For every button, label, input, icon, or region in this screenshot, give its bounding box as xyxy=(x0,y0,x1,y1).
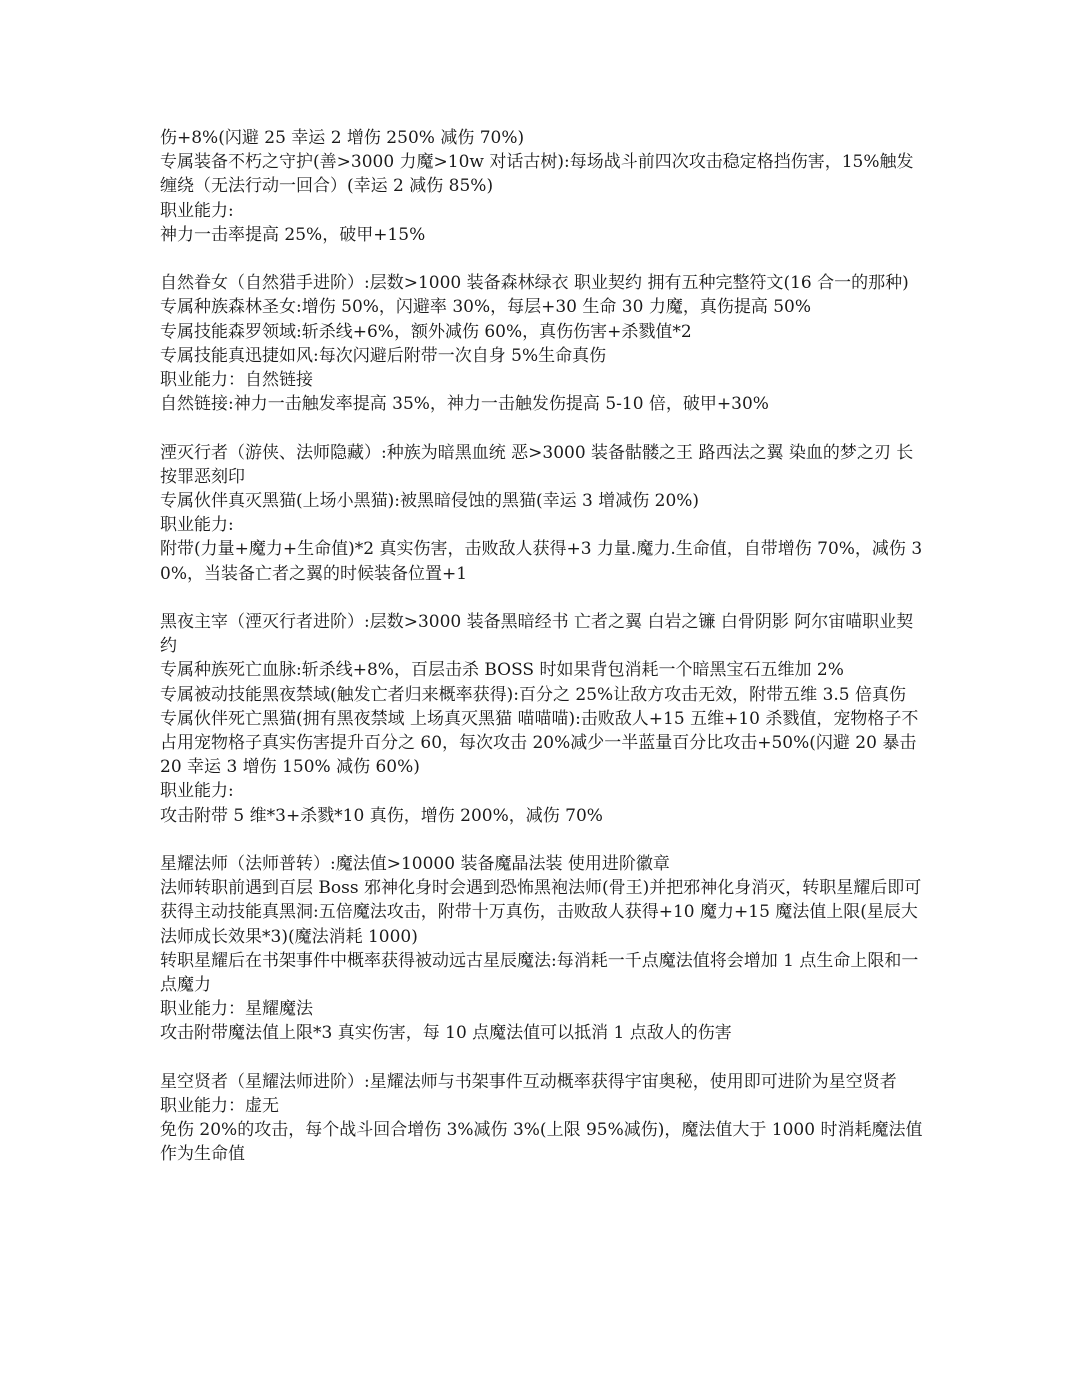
text-line: 自然眷女（自然猎手进阶）:层数>1000 装备森林绿衣 职业契约 拥有五种完整符文(16 合一的那种) xyxy=(160,273,909,294)
text-line: 星空贤者（星耀法师进阶）:星耀法师与书架事件互动概率获得宇宙奥秘，使用即可进阶为星空贤者 xyxy=(160,1071,897,1092)
text-line: 自然链接:神力一击触发率提高 35%，神力一击触发伤提高 5-10 倍，破甲+30% xyxy=(160,394,769,415)
text-line: 附带(力量+魔力+生命值)*2 真实伤害，击败敌人获得+3 力量.魔力.生命值，自带增伤 70%，减伤 30%，当装备亡者之翼的时候装备位置+1 xyxy=(160,539,923,584)
text-line: 神力一击率提高 25%，破甲+15% xyxy=(160,224,426,245)
text-section xyxy=(160,441,930,586)
text-line: 星耀法师（法师普转）:魔法值>10000 装备魔晶法装 使用进阶徽章 xyxy=(160,854,670,875)
text-line: 攻击附带魔法值上限*3 真实伤害，每 10 点魔法值可以抵消 1 点敌人的伤害 xyxy=(160,1023,732,1044)
text-line: 黑夜主宰（湮灭行者进阶）:层数>3000 装备黑暗经书 亡者之翼 白岩之镰 白骨阴影 阿尔宙喵职业契约 xyxy=(160,612,914,657)
text-line: 专属伙伴死亡黑猫(拥有黑夜禁域 上场真灭黑猫 喵喵喵):击败敌人+15 五维+10 杀戮值，宠物格子不占用宠物格子真实伤害提升百分之 60，每次攻击 20%减少一半蓝量百分比攻击+50%(闪避 20 暴击 20 幸运 3 增伤 150% 减伤 60%) xyxy=(160,708,922,778)
text-section xyxy=(160,852,930,1046)
text-line: 专属技能真迅捷如风:每次闪避后附带一次自身 5%生命真伤 xyxy=(160,345,607,366)
text-section xyxy=(160,271,930,416)
text-line: 转职星耀后在书架事件中概率获得被动远古星辰魔法:每消耗一千点魔法值将会增加 1 点生命上限和一点魔力 xyxy=(160,950,919,996)
text-line: 专属被动技能黑夜禁域(触发亡者归来概率获得):百分之 25%让敌方攻击无效，附带五维 3.5 倍真伤 xyxy=(160,684,907,705)
text-line: 伤+8%(闪避 25 幸运 2 增伤 250% 减伤 70%) xyxy=(160,128,525,148)
text-line: 攻击附带 5 维*3+杀戮*10 真伤，增伤 200%，减伤 70% xyxy=(160,805,603,826)
text-line: 职业能力：虚无 xyxy=(160,1096,279,1117)
text-line: 专属种族森林圣女:增伤 50%，闪避率 30%，每层+30 生命 30 力魔，真伤提高 50% xyxy=(160,297,812,318)
text-line: 免伤 20%的攻击，每个战斗回合增伤 3%减伤 3%(上限 95%减伤)，魔法值大于 1000 时消耗魔法值作为生命值 xyxy=(160,1120,923,1165)
text-line: 专属伙伴真灭黑猫(上场小黑猫):被黑暗侵蚀的黑猫(幸运 3 增减伤 20%) xyxy=(160,491,700,512)
text-line: 专属种族死亡血脉:斩杀线+8%，百层击杀 BOSS 时如果背包消耗一个暗黑宝石五维加 2% xyxy=(160,660,844,681)
text-line: 湮灭行者（游侠、法师隐藏）:种族为暗黑血统 恶>3000 装备骷髅之王 路西法之翼 染血的梦之刃 长按罪恶刻印 xyxy=(160,442,914,487)
text-line: 职业能力: xyxy=(160,781,234,802)
document-body xyxy=(160,126,930,1167)
text-line: 职业能力：自然链接 xyxy=(160,370,313,391)
text-section xyxy=(160,1070,930,1167)
text-line: 职业能力: xyxy=(160,515,234,536)
text-line: 职业能力: xyxy=(160,200,234,221)
text-section xyxy=(160,610,930,828)
text-line: 专属装备不朽之守护(善>3000 力魔>10w 对话古树):每场战斗前四次攻击稳定格挡伤害，15%触发缠绕（无法行动一回合）(幸运 2 减伤 85%) xyxy=(160,152,914,197)
text-line: 职业能力：星耀魔法 xyxy=(160,999,313,1020)
text-line: 法师转职前遇到百层 Boss 邪神化身时会遇到恐怖黑袍法师(骨王)并把邪神化身消灭，转职星耀后即可获得主动技能真黑洞:五倍魔法攻击，附带十万真伤，击败敌人获得+10 魔力+15 魔法值上限(星辰大法师成长效果*3)(魔法消耗 1000) xyxy=(160,878,922,947)
text-line: 专属技能森罗领域:斩杀线+6%，额外减伤 60%，真伤伤害+杀戮值*2 xyxy=(160,321,692,342)
text-section xyxy=(160,126,930,247)
